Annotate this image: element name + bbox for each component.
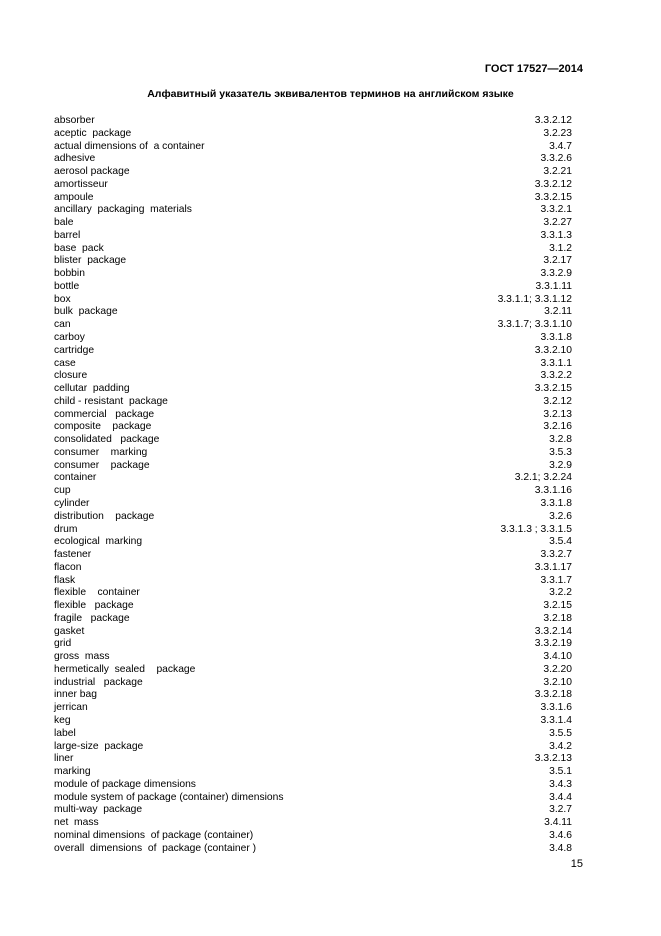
index-entry xyxy=(54,549,572,562)
term-english: ancillary packaging materials xyxy=(54,204,192,216)
index-entry xyxy=(54,766,572,779)
term-english: industrial package xyxy=(54,676,143,688)
term-reference: 3.3.1.3 xyxy=(540,229,572,241)
term-english: adhesive xyxy=(54,153,96,165)
term-reference: 3.4.7 xyxy=(549,140,572,152)
index-entry xyxy=(54,255,572,268)
term-reference: 3.5.5 xyxy=(549,727,572,739)
term-index-list xyxy=(54,115,572,855)
term-english: closure xyxy=(54,370,88,382)
index-entry xyxy=(54,664,572,677)
term-reference: 3.3.2.15 xyxy=(534,191,572,203)
term-reference: 3.3.2.9 xyxy=(540,268,572,280)
term-english: aerosol package xyxy=(54,166,130,178)
index-entry xyxy=(54,830,572,843)
term-reference: 3.3.2.12 xyxy=(534,115,572,126)
index-entry xyxy=(54,702,572,715)
term-reference: 3.4.10 xyxy=(543,651,572,663)
term-english: bale xyxy=(54,217,74,229)
term-reference: 3.2.20 xyxy=(543,663,572,675)
term-english: inner bag xyxy=(54,689,97,701)
term-english: jerrican xyxy=(54,702,88,714)
term-reference: 3.4.4 xyxy=(549,791,572,803)
term-english: module system of package (container) dimensions xyxy=(54,791,284,803)
term-english: drum xyxy=(54,523,78,535)
term-english: case xyxy=(54,357,76,369)
term-english: base pack xyxy=(54,242,104,254)
term-reference: 3.3.2.10 xyxy=(534,344,572,356)
index-entry xyxy=(54,817,572,830)
term-english: cup xyxy=(54,485,71,497)
term-reference: 3.2.6 xyxy=(549,510,572,522)
term-reference: 3.3.2.19 xyxy=(534,638,572,650)
term-reference: 3.5.3 xyxy=(549,446,572,458)
term-reference: 3.5.4 xyxy=(549,536,572,548)
term-reference: 3.2.2 xyxy=(549,587,572,599)
term-reference: 3.3.2.7 xyxy=(540,549,572,561)
standard-number: ГОСТ 17527—2014 xyxy=(484,63,583,75)
term-reference: 3.2.10 xyxy=(543,676,572,688)
index-entry xyxy=(54,409,572,422)
term-english: flacon xyxy=(54,561,82,573)
index-entry xyxy=(54,613,572,626)
index-entry xyxy=(54,230,572,243)
term-reference: 3.2.11 xyxy=(544,306,572,318)
term-english: bobbin xyxy=(54,268,85,280)
term-english: consolidated package xyxy=(54,434,160,446)
term-reference: 3.3.2.15 xyxy=(534,383,572,395)
term-reference: 3.4.8 xyxy=(549,842,572,854)
term-english: blister package xyxy=(54,255,127,267)
term-english: actual dimensions of a container xyxy=(54,140,205,152)
term-reference: 3.3.1.17 xyxy=(534,561,572,573)
term-reference: 3.3.1.8 xyxy=(540,497,572,509)
index-entry xyxy=(54,153,572,166)
term-english: grid xyxy=(54,638,72,650)
index-entry xyxy=(54,804,572,817)
index-entry xyxy=(54,345,572,358)
index-entry xyxy=(54,421,572,434)
index-entry xyxy=(54,689,572,702)
term-reference: 3.4.3 xyxy=(549,778,572,790)
term-reference: 3.2.8 xyxy=(549,434,572,446)
index-entry xyxy=(54,792,572,805)
term-reference: 3.4.2 xyxy=(549,740,572,752)
index-entry xyxy=(54,472,572,485)
term-english: liner xyxy=(54,753,74,765)
term-reference: 3.2.9 xyxy=(549,459,572,471)
term-reference: 3.3.2.18 xyxy=(534,689,572,701)
term-reference: 3.3.1.3 ; 3.3.1.5 xyxy=(500,523,572,535)
index-entry xyxy=(54,562,572,575)
index-entry xyxy=(54,728,572,741)
term-english: cartridge xyxy=(54,344,95,356)
index-entry xyxy=(54,204,572,217)
index-entry xyxy=(54,715,572,728)
term-reference: 3.3.1.1 xyxy=(540,357,572,369)
term-reference: 3.2.16 xyxy=(543,421,572,433)
index-entry xyxy=(54,447,572,460)
term-english: aceptic package xyxy=(54,127,132,139)
term-reference: 3.3.1.1; 3.3.1.12 xyxy=(497,293,572,305)
term-reference: 3.3.2.2 xyxy=(540,370,572,382)
term-reference: 3.4.6 xyxy=(549,829,572,841)
term-english: child - resistant package xyxy=(54,395,168,407)
term-english: keg xyxy=(54,714,71,726)
term-english: fragile package xyxy=(54,612,130,624)
index-entry xyxy=(54,358,572,371)
term-reference: 3.3.2.14 xyxy=(534,625,572,637)
term-reference: 3.5.1 xyxy=(549,766,572,778)
term-english: gasket xyxy=(54,625,85,637)
term-english: carboy xyxy=(54,332,85,344)
term-reference: 3.3.2.13 xyxy=(534,753,572,765)
term-english: flask xyxy=(54,574,76,586)
term-english: fastener xyxy=(54,549,92,561)
term-reference: 3.3.1.11 xyxy=(535,280,572,292)
term-english: net mass xyxy=(54,817,99,829)
index-entry xyxy=(54,498,572,511)
index-entry xyxy=(54,779,572,792)
term-english: marking xyxy=(54,766,91,778)
term-english: consumer marking xyxy=(54,446,148,458)
index-entry xyxy=(54,319,572,332)
term-reference: 3.3.1.7 xyxy=(540,574,572,586)
index-entry xyxy=(54,638,572,651)
index-entry xyxy=(54,434,572,447)
index-entry xyxy=(54,179,572,192)
index-entry xyxy=(54,741,572,754)
term-reference: 3.3.1.6 xyxy=(540,702,572,714)
term-english: large-size package xyxy=(54,740,144,752)
term-reference: 3.2.1; 3.2.24 xyxy=(514,472,572,484)
term-english: hermetically sealed package xyxy=(54,663,196,675)
index-entry xyxy=(54,370,572,383)
term-reference: 3.3.2.12 xyxy=(534,178,572,190)
term-reference: 3.3.1.7; 3.3.1.10 xyxy=(497,319,572,331)
index-entry xyxy=(54,332,572,345)
index-entry xyxy=(54,243,572,256)
term-reference: 3.2.21 xyxy=(543,166,572,178)
index-entry xyxy=(54,753,572,766)
index-entry xyxy=(54,128,572,141)
term-reference: 3.2.13 xyxy=(543,408,572,420)
term-english: absorber xyxy=(54,115,95,126)
term-english: flexible package xyxy=(54,600,134,612)
term-reference: 3.3.2.1 xyxy=(540,204,572,216)
index-entry xyxy=(54,485,572,498)
term-english: commercial package xyxy=(54,408,155,420)
index-entry xyxy=(54,843,572,856)
term-reference: 3.4.11 xyxy=(544,817,572,829)
term-english: composite package xyxy=(54,421,152,433)
term-english: ampoule xyxy=(54,191,94,203)
term-english: bulk package xyxy=(54,306,118,318)
page-number: 15 xyxy=(570,858,583,870)
index-entry xyxy=(54,396,572,409)
term-english: consumer package xyxy=(54,459,150,471)
term-english: can xyxy=(54,319,71,331)
index-entry xyxy=(54,166,572,179)
index-entry xyxy=(54,536,572,549)
term-reference: 3.2.27 xyxy=(543,217,572,229)
term-english: label xyxy=(54,727,76,739)
term-reference: 3.3.1.16 xyxy=(534,485,572,497)
term-reference: 3.3.1.4 xyxy=(540,714,572,726)
term-reference: 3.2.7 xyxy=(549,804,572,816)
index-entry xyxy=(54,575,572,588)
index-entry xyxy=(54,651,572,664)
term-reference: 3.2.23 xyxy=(543,127,572,139)
term-english: ecological marking xyxy=(54,536,143,548)
index-entry xyxy=(54,524,572,537)
term-english: nominal dimensions of package (container) xyxy=(54,829,254,841)
index-entry xyxy=(54,587,572,600)
term-english: cylinder xyxy=(54,497,90,509)
index-entry xyxy=(54,141,572,154)
index-title: Алфавитный указатель эквивалентов терминов на английском языке xyxy=(147,88,514,100)
index-entry xyxy=(54,294,572,307)
term-english: container xyxy=(54,472,97,484)
term-english: multi-way package xyxy=(54,804,143,816)
term-english: distribution package xyxy=(54,510,155,522)
term-english: box xyxy=(54,293,71,305)
term-english: flexible container xyxy=(54,587,140,599)
term-english: gross mass xyxy=(54,651,110,663)
term-reference: 3.2.12 xyxy=(543,395,572,407)
index-entry xyxy=(54,460,572,473)
term-english: cellutar padding xyxy=(54,383,130,395)
term-reference: 3.2.15 xyxy=(543,600,572,612)
index-entry xyxy=(54,217,572,230)
term-reference: 3.2.18 xyxy=(543,612,572,624)
index-entry xyxy=(54,600,572,613)
index-entry xyxy=(54,115,572,128)
term-english: amortisseur xyxy=(54,178,108,190)
term-reference: 3.1.2 xyxy=(549,242,572,254)
index-entry xyxy=(54,511,572,524)
index-entry xyxy=(54,281,572,294)
term-reference: 3.3.1.8 xyxy=(540,332,572,344)
term-english: module of package dimensions xyxy=(54,778,196,790)
index-entry xyxy=(54,677,572,690)
index-entry xyxy=(54,268,572,281)
term-reference: 3.3.2.6 xyxy=(540,153,572,165)
index-entry xyxy=(54,383,572,396)
term-english: bottle xyxy=(54,280,80,292)
term-english: barrel xyxy=(54,229,81,241)
index-entry xyxy=(54,626,572,639)
term-reference: 3.2.17 xyxy=(543,255,572,267)
index-entry xyxy=(54,306,572,319)
term-english: overall dimensions of package (container ) xyxy=(54,842,257,854)
index-entry xyxy=(54,192,572,205)
